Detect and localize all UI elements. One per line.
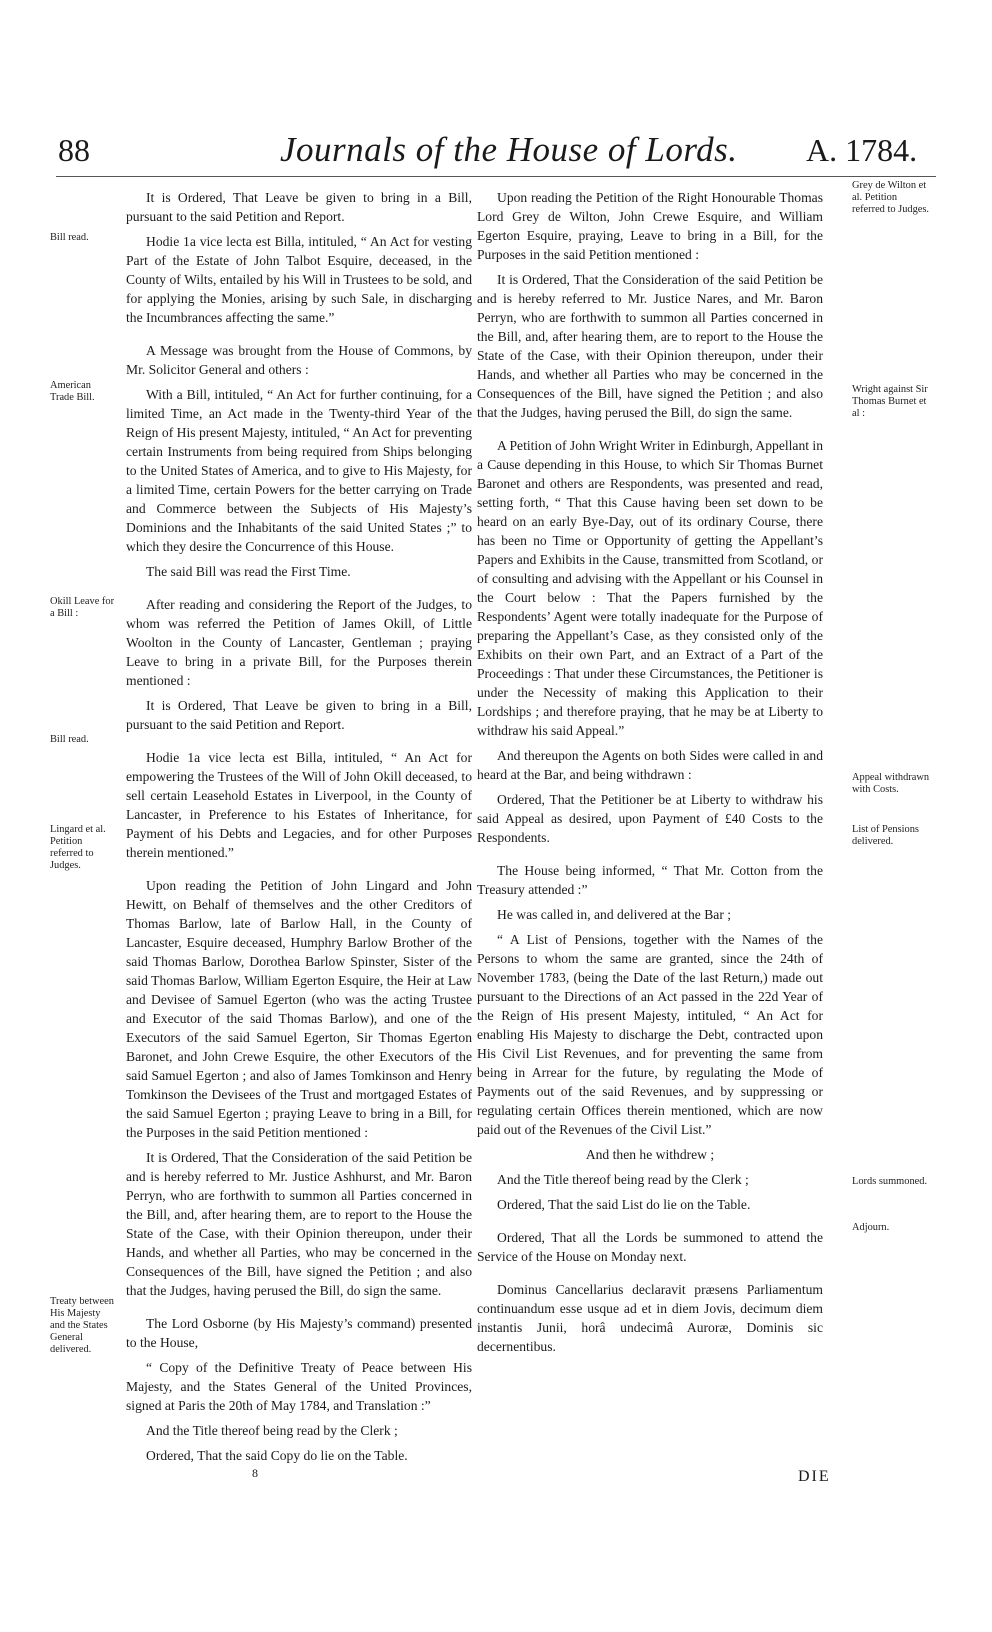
catchword: DIE	[798, 1468, 831, 1485]
paragraph: Ordered, That the said Copy do lie on the Table.	[146, 1448, 408, 1463]
left-column	[126, 188, 472, 1471]
paragraph: Upon reading the Petition of the Right Honourable Thomas Lord Grey de Wilton, John Crewe Esquire, and William Egerton Esquire, praying, Leave to bring in a Bill, for the Purposes in the said Petition mentioned :	[477, 190, 823, 262]
margin-note: List of Pensions delivered.	[852, 824, 919, 847]
margin-note: Appeal withdrawn with Costs.	[852, 772, 930, 795]
paragraph: Hodie 1a vice lecta est Billa, intituled, “ An Act for vesting Part of the Estate of John Talbot Esquire, deceased, in the County of Wilts, entailed by his Will in Trustees to be sold, and for applying the Monies, arising by such Sale, in discharging the Incumbrances affecting the same.”	[126, 234, 472, 325]
paragraph: The Lord Osborne (by His Majesty’s command) presented to the House,	[126, 1316, 472, 1350]
paragraph: Hodie 1a vice lecta est Billa, intituled, “ An Act for empowering the Trustees of the Will of John Okill deceased, to sell certain Leasehold Estates in Liverpool, in the County of Lancaster, in Preference to his Estates of Inheritance, for Payment of his Debts and Legacies, and for other Purposes therein mentioned.”	[126, 750, 472, 860]
signature-mark: 8	[252, 1466, 258, 1480]
paragraph: Ordered, That the said List do lie on the Table.	[497, 1197, 751, 1212]
paragraph: And then he withdrew ;	[585, 1147, 715, 1162]
paragraph: It is Ordered, That Leave be given to bring in a Bill, pursuant to the said Petition and Report.	[126, 698, 472, 732]
margin-note: Lingard et al. Petition referred to Judges.	[50, 824, 106, 871]
margin-note: Okill Leave for a Bill :	[50, 596, 115, 619]
paragraph: “ Copy of the Definitive Treaty of Peace between His Majesty, and the States General of the United Provinces, signed at Paris the 20th of May 1784, and Translation :”	[126, 1360, 472, 1413]
paragraph: The said Bill was read the First Time.	[146, 564, 351, 579]
margin-note: Wright against Sir Thomas Burnet et al :	[852, 384, 928, 419]
header-rule	[56, 176, 936, 177]
paragraph: It is Ordered, That the Consideration of the said Petition be and is hereby referred to Mr. Justice Nares, and Mr. Baron Perryn, who are forthwith to summon all Parties concerned in the Bill, and, after hearing them, are to report to the House the State of the Case, with their Opinion thereupon, under their Hands, and whether all Parties who may be concerned in the Consequences of the Bill, have signed the Petition ; and also that the Judges, having perused the Bill, do sign the same.	[477, 272, 823, 420]
margin-note: Treaty between His Majesty and the States General delivered.	[50, 1296, 114, 1355]
right-column	[477, 188, 823, 1362]
paragraph: Upon reading the Petition of John Lingard and John Hewitt, on Behalf of themselves and the other Creditors of Thomas Barlow, late of Barlow Hall, in the County of Lancaster, Esquire deceased, Humphry Barlow Brother of the said Thomas Barlow, Dorothea Barlow Spinster, Sister of the said Thomas Barlow, William Egerton Esquire, the Heir at Law and Devisee of Samuel Egerton (who was the acting Trustee and Executor of the said Thomas Barlow), and one of the Executors of the said Samuel Egerton, Sir Thomas Egerton Baronet, and John Crewe Esquire, the other Executors of the said Samuel Egerton ; and also of James Tomkinson and Henry Tomkinson the Devisees of the Trust and mortgaged Estates of the said Samuel Egerton ; praying Leave to bring in a Bill, for the Purposes in the said Petition mentioned :	[126, 878, 472, 1140]
paragraph: Ordered, That all the Lords be summoned to attend the Service of the House on Monday next.	[477, 1230, 823, 1264]
paragraph: A Petition of John Wright Writer in Edinburgh, Appellant in a Cause depending in this House, to which Sir Thomas Burnet Baronet and others are Respondents, was presented and read, setting forth, “ That this Cause having been set down to be heard on an early Bye-Day, out of its ordinary Course, there has been no Time or Opportunity of getting the Appellant’s Papers and Exhibits in the Cause, transmitted from Scotland, or of consulting and advising with the Appellant or his Counsel in the Court below : That the Papers furnished by the Respondents’ Agent were totally inadequate for the Purpose of preparing the Appellant’s Case, as they consisted only of the Exhibits on their own Part, and an Extract of a Part of the Proceedings : That under these Circumstances, the Petitioner is under the Necessity of making this Application to their Lordships ; and therefore praying, that he may be at Liberty to withdraw his said Appeal.”	[477, 438, 823, 738]
paragraph: A Message was brought from the House of Commons, by Mr. Solicitor General and others :	[126, 343, 472, 377]
paragraph: Dominus Cancellarius declaravit præsens Parliamentum continuandum esse usque ad et in diem Jovis, decimum diem instantis Junii, horâ undecimâ Auroræ, Dominis sic decernentibus.	[477, 1282, 823, 1354]
paragraph: It is Ordered, That the Consideration of the said Petition be and is hereby referred to Mr. Justice Ashhurst, and Mr. Baron Perryn, who are forthwith to summon all Parties concerned in the Bill, and, after hearing them, are to report to the House the State of the Case, with their Opinion thereupon, under their Hands, and whether all Parties, who may be concerned in the Consequences of the Bill, have signed the Petition ; and also that the Judges, having perused the Bill, do sign the same.	[126, 1150, 472, 1298]
page-number: 88	[58, 132, 90, 168]
paragraph: Ordered, That the Petitioner be at Liberty to withdraw his said Appeal as desired, upon Payment of £40 Costs to the Respondents.	[477, 792, 823, 845]
year-label: A. 1784.	[806, 132, 918, 168]
margin-note: Bill read.	[50, 232, 89, 243]
margin-note: Bill read.	[50, 734, 89, 745]
margin-note: American Trade Bill.	[50, 380, 95, 403]
margin-note: Grey de Wilton et al. Petition referred to Judges.	[852, 180, 930, 215]
paragraph: With a Bill, intituled, “ An Act for further continuing, for a limited Time, an Act made in the Twenty-third Year of the Reign of His present Majesty, intituled, “ An Act for preventing certain Instruments from being required from Ships belonging to the United States of America, and to give to His Majesty, for a limited Time, certain Powers for the better carrying on Trade and Commerce between the Subjects of His Majesty’s Dominions and the Inhabitants of the said United States ;” to which they desire the Concurrence of this House.	[126, 387, 472, 554]
margin-note: Lords summoned.	[852, 1176, 928, 1187]
paragraph: And the Title thereof being read by the Clerk ;	[497, 1172, 749, 1187]
paragraph: “ A List of Pensions, together with the Names of the Persons to whom the same are granted, since the 24th of November 1783, (being the Date of the last Return,) made out pursuant to the Directions of an Act passed in the 22d Year of the Reign of His present Majesty, intituled, “ An Act for enabling His Majesty to discharge the Debt, contracted upon His Civil List Revenues, and for preventing the same from being in Arrear for the future, by regulating the Mode of Payments out of the said Revenues, and by suppressing or regulating certain Offices therein mentioned, which are now paid out of the Revenues of the Civil List.”	[477, 932, 823, 1137]
paragraph: It is Ordered, That Leave be given to bring in a Bill, pursuant to the said Petition and Report.	[126, 190, 472, 224]
paragraph: The House being informed, “ That Mr. Cotton from the Treasury attended :”	[477, 863, 823, 897]
paragraph: And thereupon the Agents on both Sides were called in and heard at the Bar, and being withdrawn :	[477, 748, 823, 782]
paragraph: He was called in, and delivered at the Bar ;	[497, 907, 732, 922]
margin-note: Adjourn.	[852, 1222, 890, 1233]
paragraph: And the Title thereof being read by the Clerk ;	[146, 1423, 398, 1438]
paragraph: After reading and considering the Report of the Judges, to whom was referred the Petition of James Okill, of Little Woolton in the County of Lancaster, Gentleman ; praying Leave to bring in a private Bill, for the Purposes therein mentioned :	[126, 597, 472, 688]
running-title: Journals of the House of Lords.	[280, 130, 738, 169]
